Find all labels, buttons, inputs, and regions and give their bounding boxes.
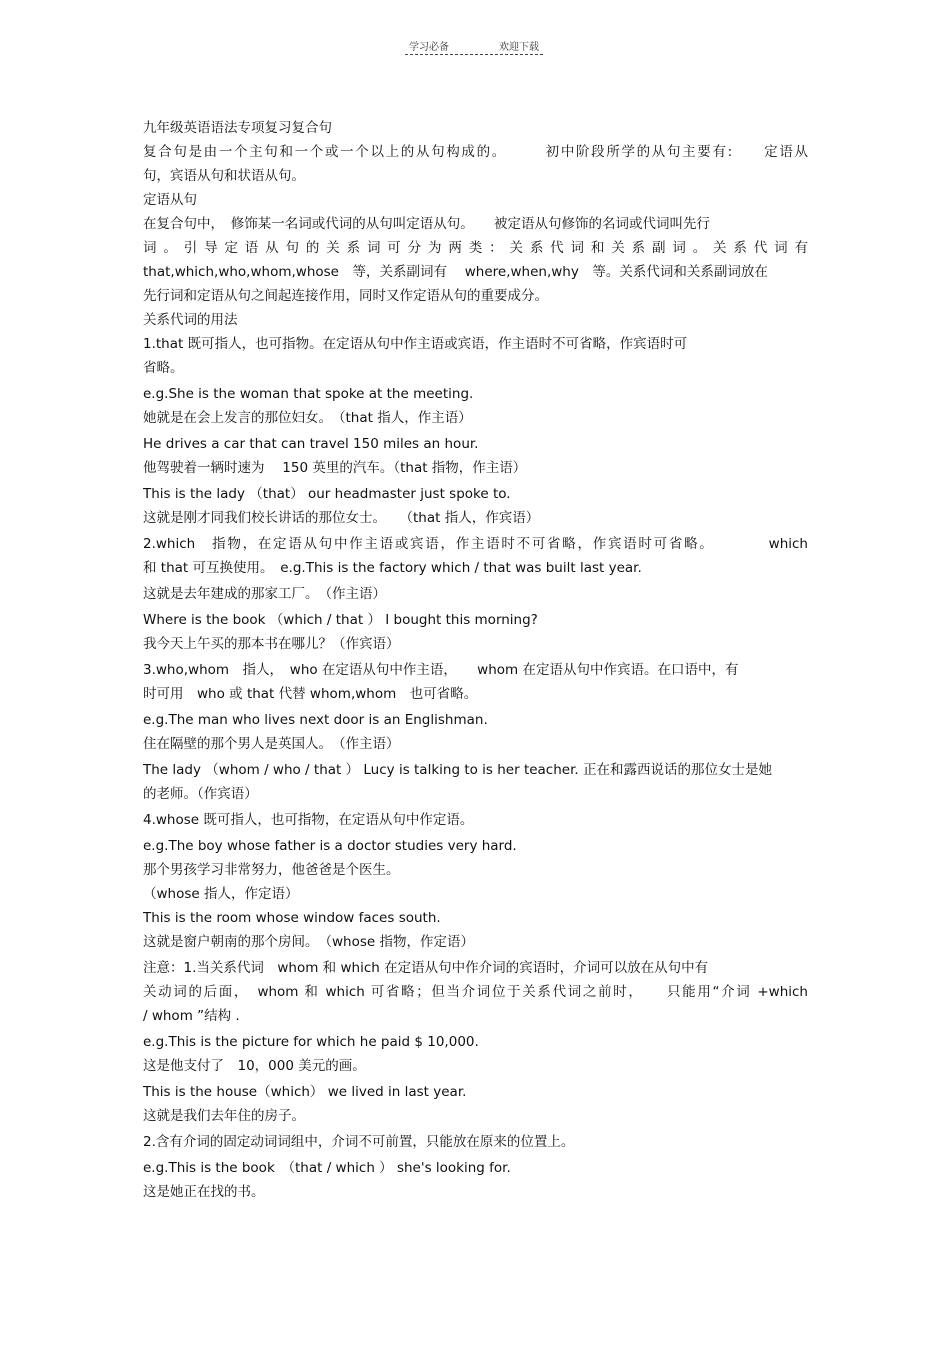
text-line: 时可用 who 或 that 代替 whom,whom 也可省略。: [143, 686, 478, 702]
text-line: 句，宾语从句和状语从句。: [143, 168, 305, 184]
text-line: e.g.The man who lives next door is an Englishman.: [143, 712, 488, 728]
text-line: 那个男孩学习非常努力，他爸爸是个医生。: [143, 862, 400, 878]
header-right-text: 欢迎下载: [499, 42, 539, 53]
text-line: 九年级英语语法专项复习复合句: [143, 120, 332, 136]
text-line: 和 that 可互换使用。 e.g.This is the factory which / that was built last year.: [143, 560, 642, 576]
text-line: 这就是我们去年住的房子。: [143, 1108, 305, 1124]
text-line: 这是她正在找的书。: [143, 1184, 265, 1200]
text-line: 先行词和定语从句之间起连接作用，同时又作定语从句的重要成分。: [143, 288, 548, 304]
text-line: 复合句是由一个主句和一个或一个以上的从句构成的。 初中阶段所学的从句主要有: 定语从: [143, 144, 808, 160]
text-line: 他驾驶着一辆时速为 150 英里的汽车。（that 指物，作主语）: [143, 460, 527, 476]
text-line: This is the house（which） we lived in last year.: [143, 1084, 467, 1100]
text-line: The lady （whom / who / that ） Lucy is talking to is her teacher. 正在和露西说话的那位女士是她: [143, 762, 772, 778]
text-line: 我今天上午买的那本书在哪儿？（作宾语）: [143, 636, 400, 652]
text-line: 关系代词的用法: [143, 312, 238, 328]
text-line: / whom ”结构 .: [143, 1008, 240, 1024]
text-line: 关动词的后面， whom 和 which 可省略；但当介词位于关系代词之前时， 只能用“介词 +which: [143, 984, 808, 1000]
text-line: e.g.The boy whose father is a doctor studies very hard.: [143, 838, 517, 854]
text-line: 这就是刚才同我们校长讲话的那位女士。 （that 指人，作宾语）: [143, 510, 540, 526]
text-line: e.g.She is the woman that spoke at the meeting.: [143, 386, 474, 402]
text-line: He drives a car that can travel 150 miles an hour.: [143, 436, 479, 452]
text-line: 这是他支付了 10，000 美元的画。: [143, 1058, 366, 1074]
text-line: that,which,who,whom,whose 等，关系副词有 where,when,why 等。关系代词和关系副词放在: [143, 264, 768, 280]
text-line: 定语从句: [143, 192, 197, 208]
text-line: 2.含有介词的固定动词词组中，介词不可前置，只能放在原来的位置上。: [143, 1134, 575, 1150]
text-line: This is the lady （that） our headmaster just spoke to.: [143, 486, 511, 502]
text-line: 的老师。（作宾语）: [143, 786, 258, 802]
text-line: 1.that 既可指人，也可指物。在定语从句中作主语或宾语，作主语时不可省略，作宾语时可: [143, 336, 688, 352]
text-line: 这就是窗户朝南的那个房间。 （whose 指物，作定语）: [143, 934, 474, 950]
text-line: 住在隔壁的那个男人是英国人。 （作主语）: [143, 736, 400, 752]
text-line: This is the room whose window faces south.: [143, 910, 441, 926]
text-line: 在复合句中， 修饰某一名词或代词的从句叫定语从句。 被定语从句修饰的名词或代词叫先行: [143, 216, 710, 232]
text-line: 4.whose 既可指人，也可指物，在定语从句中作定语。: [143, 812, 474, 828]
text-line: e.g.This is the picture for which he paid $ 10,000.: [143, 1034, 479, 1050]
text-line: （whose 指人，作定语）: [143, 886, 299, 902]
header-dashed-rule: [405, 54, 543, 55]
text-line: 词 。 引 导 定 语 从 句 的 关 系 词 可 分 为 两 类 ： 关 系 代 词 和 关 系 副 词 。 关 系 代 词 有: [143, 240, 808, 256]
text-line: 2.which 指物，在定语从句中作主语或宾语，作主语时不可省略，作宾语时可省略。 which: [143, 536, 808, 552]
text-line: 省略。: [143, 360, 184, 376]
header-left-text: 学习必备: [409, 42, 449, 53]
text-line: 这就是去年建成的那家工厂。 （作主语）: [143, 586, 386, 602]
text-line: 3.who,whom 指人， who 在定语从句中作主语， whom 在定语从句中作宾语。在口语中，有: [143, 662, 739, 678]
text-line: Where is the book （which / that ） I bought this morning?: [143, 612, 538, 628]
document-body: [143, 116, 808, 1204]
text-line: 她就是在会上发言的那位妇女。 （that 指人，作主语）: [143, 410, 472, 426]
text-line: 注意：1.当关系代词 whom 和 which 在定语从句中作介词的宾语时，介词可以放在从句中有: [143, 960, 709, 976]
text-line: e.g.This is the book （that / which ） she's looking for.: [143, 1160, 511, 1176]
